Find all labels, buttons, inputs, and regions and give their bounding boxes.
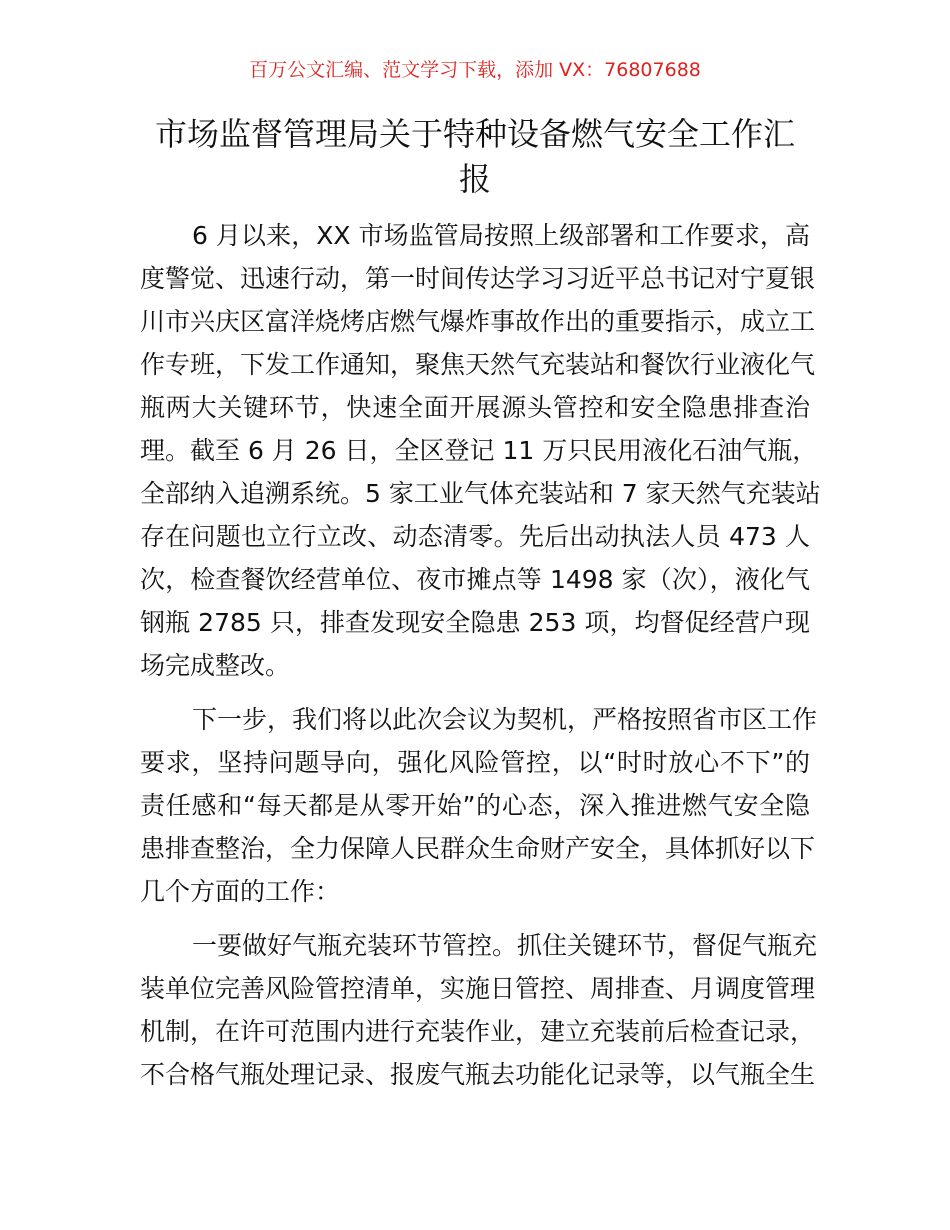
paragraph-line: 责任感和“每天都是从零开始”的心态，深入推进燃气安全隐 bbox=[140, 791, 810, 820]
paragraph-line: 钢瓶 2785 只，排查发现安全隐患 253 项，均督促经营户现 bbox=[140, 608, 810, 637]
watermark-banner: 百万公文汇编、范文学习下载，添加 VX：76807688 bbox=[249, 59, 701, 81]
paragraph-line: 次，检查餐饮经营单位、夜市摊点等 1498 家（次），液化气 bbox=[140, 565, 810, 594]
paragraph-line: 装单位完善风险管控清单，实施日管控、周排查、月调度管理 bbox=[140, 974, 816, 1003]
title-line: 市场监督管理局关于特种设备燃气安全工作汇 bbox=[154, 115, 795, 153]
paragraph-line: 患排查整治，全力保障人民群众生命财产安全，具体抓好以下 bbox=[140, 834, 816, 863]
paragraph-line: 下一步，我们将以此次会议为契机，严格按照省市区工作 bbox=[192, 705, 818, 734]
paragraph-line: 理。截至 6 月 26 日，全区登记 11 万只民用液化石油气瓶， bbox=[140, 436, 818, 465]
paragraph bbox=[140, 698, 818, 913]
paragraph bbox=[140, 924, 818, 1096]
paragraph-line: 存在问题也立行立改、动态清零。先后出动执法人员 473 人 bbox=[140, 522, 810, 551]
paragraph-line: 作专班，下发工作通知，聚焦天然气充装站和餐饮行业液化气 bbox=[140, 350, 816, 379]
paragraph bbox=[140, 214, 821, 687]
paragraph-line: 要求，坚持问题导向，强化风险管控，以“时时放心不下”的 bbox=[140, 748, 810, 777]
paragraph-line: 场完成整改。 bbox=[140, 651, 291, 680]
paragraph-line: 6 月以来，XX 市场监管局按照上级部署和工作要求，高 bbox=[192, 221, 810, 250]
paragraph-line: 不合格气瓶处理记录、报废气瓶去功能化记录等，以气瓶全生 bbox=[140, 1060, 816, 1089]
paragraph-line: 机制，在许可范围内进行充装作业，建立充装前后检查记录， bbox=[140, 1017, 816, 1046]
paragraph-line: 度警觉、迅速行动，第一时间传达学习习近平总书记对宁夏银 bbox=[140, 264, 816, 293]
paragraph-line: 川市兴庆区富洋烧烤店燃气爆炸事故作出的重要指示，成立工 bbox=[140, 307, 816, 336]
paragraph-line: 瓶两大关键环节，快速全面开展源头管控和安全隐患排查治 bbox=[140, 393, 810, 422]
document-body bbox=[140, 214, 821, 1107]
title-line: 报 bbox=[458, 160, 491, 198]
paragraph-line: 全部纳入追溯系统。5 家工业气体充装站和 7 家天然气充装站 bbox=[140, 479, 821, 508]
paragraph-line: 一要做好气瓶充装环节管控。抓住关键环节，督促气瓶充 bbox=[192, 931, 818, 960]
document-title bbox=[130, 112, 820, 202]
paragraph-line: 几个方面的工作： bbox=[140, 877, 341, 906]
